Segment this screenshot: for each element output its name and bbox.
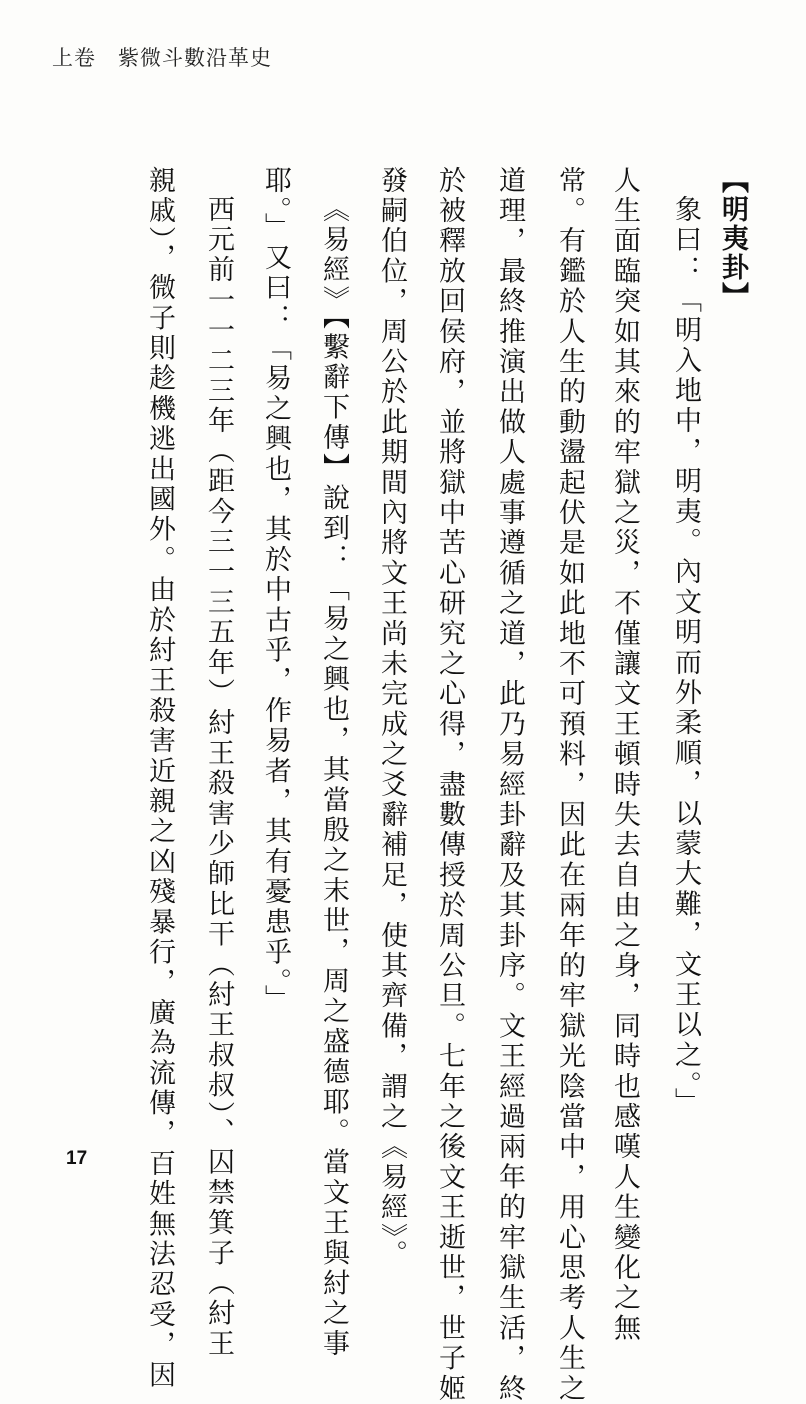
page-number: 17	[66, 1148, 88, 1169]
text-column: 道理，最終推演出做人處事遵循之道，此乃易經卦辭及其卦序。文王經過兩年的牢獄生活，終	[494, 166, 525, 1404]
text-column: 西元前一一二三年（距今三一三五年）紂王殺害少師比干（紂王叔叔）、囚禁箕子（紂王	[203, 195, 234, 1360]
text-column: 發嗣伯位，周公於此期間內將文王尚未完成之爻辭補足，使其齊備，謂之《易經》。	[376, 166, 407, 1270]
text-column: 象曰：「明入地中，明夷。內文明而外柔順，以蒙大難，文王以之。」	[670, 195, 701, 1118]
text-column: 常。有鑑於人生的動盪起伏是如此地不可預料，因此在兩年的牢獄光陰當中，用心思考人生之	[554, 166, 585, 1404]
text-column: 人生面臨突如其來的牢獄之災，不僅讓文王頓時失去自由之身，同時也感嘆人生變化之無	[609, 166, 640, 1344]
section-title: 【明夷卦】	[717, 166, 748, 311]
text-column: 《易經》【繫辭下傳】說到：「易之興也，其當殷之末世，周之盛德耶。當文王與紂之事	[318, 195, 349, 1360]
book-title: 紫微斗數沿革史	[118, 46, 272, 70]
text-column: 親戚），微子則趁機逃出國外。由於紂王殺害近親之凶殘暴行，廣為流傳，百姓無法忍受，因	[144, 166, 175, 1391]
volume-label: 上卷	[52, 46, 96, 70]
text-column: 於被釋放回侯府，並將獄中苦心研究之心得，盡數傳授於周公旦。七年之後文王逝世，世子姬	[434, 166, 465, 1404]
text-column: 耶。」又曰：「易之興也，其於中古乎，作易者，其有憂患乎。」	[260, 166, 291, 1015]
running-header	[52, 42, 272, 72]
